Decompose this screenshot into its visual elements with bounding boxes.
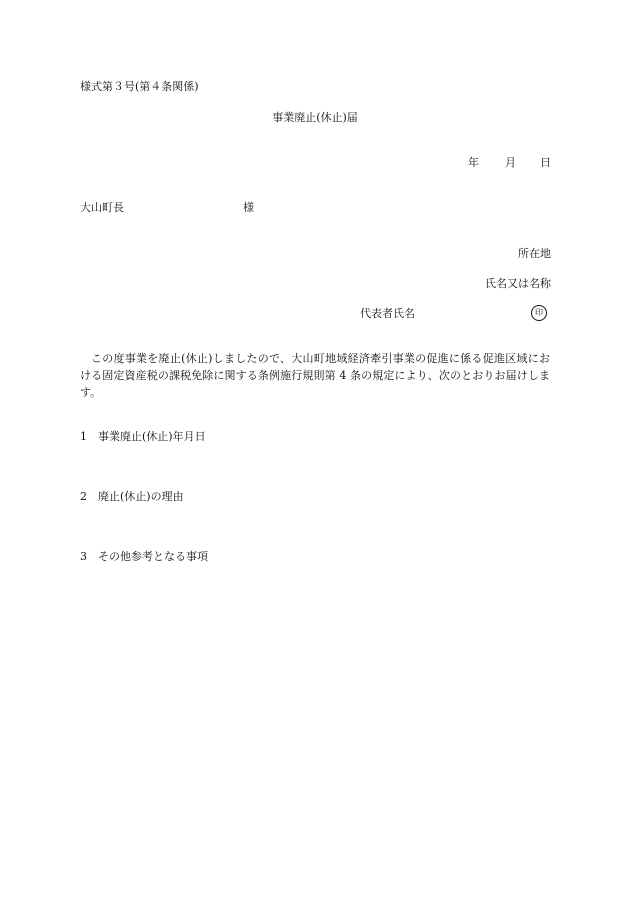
addressee-name: 大山町長	[80, 201, 124, 214]
body-paragraph: この度事業を廃止(休止)しましたので、大山町地域経済牽引事業の促進に係る促進区域における固定資産税の課税免除に関する条例施行規則第 4 条の規定により、次のとおりお届けします。	[80, 352, 550, 399]
item-number: 1	[80, 430, 87, 443]
date-month-label: 月	[505, 156, 516, 169]
item-other-matters	[80, 550, 208, 563]
item-number: 3	[80, 550, 87, 563]
date-day-label: 日	[540, 156, 551, 169]
location-label: 所在地	[518, 247, 551, 260]
date-line	[468, 156, 551, 169]
date-year-label: 年	[468, 156, 479, 169]
addressee-honorific: 様	[243, 201, 254, 214]
item-cessation-date	[80, 430, 206, 443]
item-label: その他参考となる事項	[98, 550, 208, 563]
representative-name-label: 代表者氏名	[360, 307, 415, 320]
form-number: 様式第３号(第４条関係)	[80, 80, 199, 93]
item-number: 2	[80, 490, 87, 503]
seal-mark: 印	[531, 305, 547, 321]
document-title: 事業廃止(休止)届	[272, 111, 358, 124]
item-reason	[80, 490, 184, 503]
item-label: 廃止(休止)の理由	[98, 490, 184, 503]
item-label: 事業廃止(休止)年月日	[98, 430, 206, 443]
name-or-title-label: 氏名又は名称	[485, 277, 551, 290]
